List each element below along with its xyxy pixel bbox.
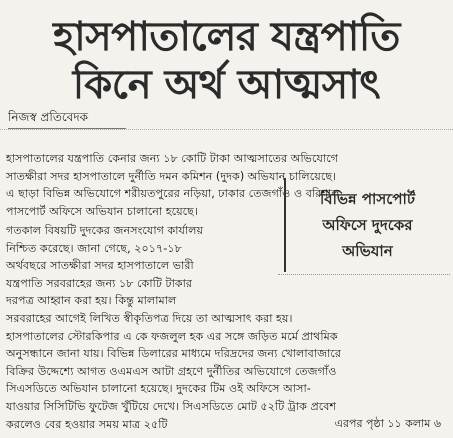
bottom-line: সিএসডিতে অভিযান চালানো হয়েছে। দুদকের টিম ওই অফিসে আসা-	[6, 382, 311, 396]
column-line: অর্থবছরে সাতক্ষীরা সদর হাসপাতালে ভারী	[6, 259, 194, 273]
intro-line: সাতক্ষীরা সদর হাসপাতালে দুর্নীতি দমন কমিশন (দুদক) অভিযান চালিয়েছে।	[6, 169, 337, 183]
column-paragraph	[6, 222, 276, 310]
column-line: দরপত্র আহ্বান করা হয়। কিন্তু মালামাল	[6, 294, 177, 308]
section-divider	[0, 129, 453, 130]
bottom-line: অনুসন্ধানে জানা যায়। বিভিন্ন ডিলারের মাধ্যমে দরিদ্রদের জন্য খোলাবাজারে	[6, 347, 341, 361]
column-line: যন্ত্রপাতি সরবরাহের জন্য ১৮ কোটি টাকার	[6, 276, 193, 290]
headline-line-1: হাসপাতালের যন্ত্রপাতি	[53, 13, 400, 60]
pullquote-box	[284, 178, 449, 272]
pullquote-line: অভিযান	[342, 242, 393, 260]
bottom-line: হাসপাতালের স্টোরকিপার এ কে ফজলুল হক এর সঙ্গে জড়িত মর্মে প্রাথমিক	[6, 329, 338, 343]
top-cropped-strip	[0, 0, 453, 10]
column-line: গতকাল বিষয়টি দুদকের জনসংযোগ কার্যালয়	[6, 224, 204, 237]
pullquote-line: অফিসে দুদকের	[322, 216, 413, 234]
pullquote-divider	[278, 274, 450, 275]
bottom-line: সরবরাহের আগেই লিখিত স্বীকৃতিপত্র দিয়ে তা আত্মসাৎ করা হয়।	[6, 312, 293, 325]
column-line: নিশ্চিত করেছে। জানা গেছে, ২০১৭-১৮	[6, 241, 182, 255]
bottom-line: করলেও বের হওয়ার সময় মাত্র ২৫টি	[6, 417, 168, 431]
bottom-line: যাওয়ার সিসিটিভি ফুটেজ খুঁটিয়ে দেখে। সিএসডিতে মোট ৫২টি ট্রাক প্রবেশ	[6, 399, 337, 413]
intro-line: হাসপাতালের যন্ত্রপাতি কেনার জন্য ১৮ কোটি টাকা আত্মসাতের অভিযোগে	[6, 152, 339, 165]
byline: নিজস্ব প্রতিবেদক	[8, 109, 126, 129]
continuation-note: এরপর পৃষ্ঠা ১১ কলাম ৬	[334, 417, 441, 430]
intro-line: এ ছাড়া বিভিন্ন অভিযোগে শরীয়তপুরের নড়িয়া, ঢাকার তেজগাঁও ও বরিশাল	[6, 187, 340, 201]
bottom-paragraph	[6, 310, 452, 433]
intro-line: পাসপোর্ট অফিসে অভিযান চালানো হয়েছে।	[6, 204, 198, 218]
pullquote-line: বিভিন্ন পাসপোর্ট	[319, 190, 416, 208]
headline-line-2: কিনে অর্থ আত্মসাৎ	[72, 61, 381, 108]
bottom-line: বিক্রির উদ্দেশ্যে আগত ওএমএস আটা গ্রহণে দুর্নীতির অভিযোগে তেজগাঁও	[6, 364, 337, 378]
